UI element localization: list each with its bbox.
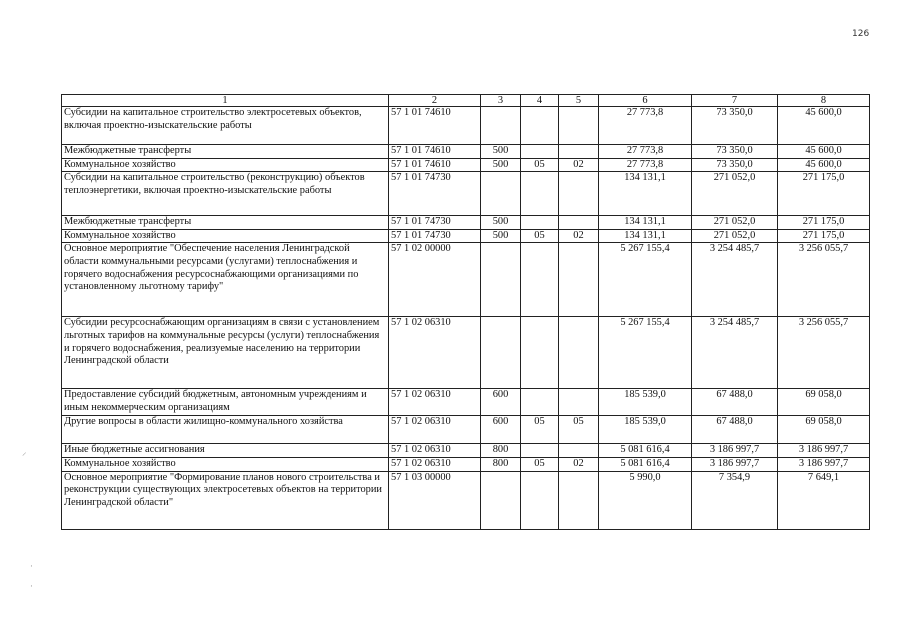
amount-col6: 185 539,0 (599, 416, 692, 444)
subsection (559, 216, 599, 230)
target-code: 57 1 02 00000 (389, 243, 481, 317)
table-row (62, 158, 870, 172)
amount-col7: 3 254 485,7 (692, 243, 778, 317)
target-code: 57 1 02 06310 (389, 389, 481, 416)
section (521, 107, 559, 145)
amount-col8: 69 058,0 (778, 389, 870, 416)
expense-type (481, 471, 521, 529)
row-name: Основное мероприятие "Формирование планов нового строительства и реконструкции существующих электросетевых объектов на территории Ленинградской области" (62, 471, 389, 529)
row-name: Межбюджетные трансферты (62, 216, 389, 230)
target-code: 57 1 01 74610 (389, 145, 481, 159)
subsection (559, 107, 599, 145)
amount-col7: 73 350,0 (692, 158, 778, 172)
section: 05 (521, 457, 559, 471)
expense-type: 500 (481, 145, 521, 159)
col-header: 7 (692, 95, 778, 107)
row-name: Коммунальное хозяйство (62, 457, 389, 471)
col-header: 8 (778, 95, 870, 107)
amount-col6: 27 773,8 (599, 107, 692, 145)
subsection: 02 (559, 229, 599, 243)
col-header: 2 (389, 95, 481, 107)
amount-col8: 271 175,0 (778, 216, 870, 230)
table-row (62, 317, 870, 389)
amount-col8: 45 600,0 (778, 145, 870, 159)
amount-col6: 5 267 155,4 (599, 243, 692, 317)
budget-table (61, 94, 870, 530)
section: 05 (521, 416, 559, 444)
section: 05 (521, 158, 559, 172)
amount-col6: 185 539,0 (599, 389, 692, 416)
table-row (62, 229, 870, 243)
amount-col7: 73 350,0 (692, 145, 778, 159)
section (521, 317, 559, 389)
section (521, 172, 559, 216)
amount-col7: 73 350,0 (692, 107, 778, 145)
table-row (62, 216, 870, 230)
amount-col6: 5 990,0 (599, 471, 692, 529)
amount-col6: 134 131,1 (599, 216, 692, 230)
amount-col6: 5 081 616,4 (599, 457, 692, 471)
col-header: 5 (559, 95, 599, 107)
amount-col8: 45 600,0 (778, 158, 870, 172)
table-row (62, 243, 870, 317)
amount-col7: 7 354,9 (692, 471, 778, 529)
subsection (559, 317, 599, 389)
expense-type: 500 (481, 229, 521, 243)
table-row (62, 471, 870, 529)
subsection (559, 444, 599, 458)
subsection: 05 (559, 416, 599, 444)
scan-mark: · (30, 582, 33, 592)
row-name: Основное мероприятие "Обеспечение населения Ленинградской области коммунальными ресурсами (услугами) теплоснабжения и горячего водоснабжения ресурсоснабжающими организациями по установленному льготному тарифу" (62, 243, 389, 317)
amount-col6: 134 131,1 (599, 172, 692, 216)
col-header: 4 (521, 95, 559, 107)
table-row (62, 389, 870, 416)
amount-col8: 3 186 997,7 (778, 457, 870, 471)
target-code: 57 1 01 74730 (389, 216, 481, 230)
subsection: 02 (559, 158, 599, 172)
amount-col7: 67 488,0 (692, 389, 778, 416)
subsection (559, 243, 599, 317)
table-row (62, 107, 870, 145)
target-code: 57 1 02 06310 (389, 317, 481, 389)
section (521, 145, 559, 159)
row-name: Субсидии ресурсоснабжающим организациям в связи с установлением льготных тарифов на коммунальные ресурсы (услуги) теплоснабжения и горячего водоснабжения, реализуемые населению на территории Ленинградской области (62, 317, 389, 389)
section (521, 389, 559, 416)
amount-col7: 3 254 485,7 (692, 317, 778, 389)
page-number: 126 (852, 29, 870, 39)
target-code: 57 1 02 06310 (389, 416, 481, 444)
row-name: Межбюджетные трансферты (62, 145, 389, 159)
amount-col7: 271 052,0 (692, 216, 778, 230)
scan-mark: ⸝ (22, 448, 27, 458)
amount-col8: 69 058,0 (778, 416, 870, 444)
expense-type: 800 (481, 444, 521, 458)
table-row (62, 457, 870, 471)
row-name: Субсидии на капитальное строительство электросетевых объектов, включая проектно-изыскательские работы (62, 107, 389, 145)
target-code: 57 1 02 06310 (389, 444, 481, 458)
row-name: Другие вопросы в области жилищно-коммунального хозяйства (62, 416, 389, 444)
section (521, 471, 559, 529)
section (521, 444, 559, 458)
expense-type: 800 (481, 457, 521, 471)
amount-col8: 3 256 055,7 (778, 243, 870, 317)
section: 05 (521, 229, 559, 243)
expense-type (481, 172, 521, 216)
amount-col8: 45 600,0 (778, 107, 870, 145)
target-code: 57 1 01 74730 (389, 172, 481, 216)
table-row (62, 172, 870, 216)
section (521, 216, 559, 230)
amount-col7: 3 186 997,7 (692, 457, 778, 471)
expense-type (481, 107, 521, 145)
header-row (62, 95, 870, 107)
target-code: 57 1 01 74610 (389, 107, 481, 145)
amount-col7: 271 052,0 (692, 172, 778, 216)
amount-col6: 27 773,8 (599, 158, 692, 172)
subsection (559, 145, 599, 159)
scan-mark: · (30, 562, 33, 572)
expense-type (481, 317, 521, 389)
amount-col8: 7 649,1 (778, 471, 870, 529)
expense-type: 500 (481, 216, 521, 230)
target-code: 57 1 02 06310 (389, 457, 481, 471)
amount-col6: 5 267 155,4 (599, 317, 692, 389)
amount-col7: 67 488,0 (692, 416, 778, 444)
subsection (559, 172, 599, 216)
amount-col8: 271 175,0 (778, 172, 870, 216)
amount-col6: 27 773,8 (599, 145, 692, 159)
target-code: 57 1 01 74730 (389, 229, 481, 243)
row-name: Коммунальное хозяйство (62, 158, 389, 172)
amount-col8: 3 186 997,7 (778, 444, 870, 458)
row-name: Коммунальное хозяйство (62, 229, 389, 243)
subsection (559, 389, 599, 416)
expense-type (481, 243, 521, 317)
col-header: 3 (481, 95, 521, 107)
table-row (62, 145, 870, 159)
target-code: 57 1 03 00000 (389, 471, 481, 529)
expense-type: 600 (481, 416, 521, 444)
row-name: Предоставление субсидий бюджетным, автономным учреждениям и иным некоммерческим организациям (62, 389, 389, 416)
expense-type: 500 (481, 158, 521, 172)
amount-col7: 3 186 997,7 (692, 444, 778, 458)
table-row (62, 444, 870, 458)
amount-col8: 271 175,0 (778, 229, 870, 243)
amount-col6: 134 131,1 (599, 229, 692, 243)
expense-type: 600 (481, 389, 521, 416)
amount-col6: 5 081 616,4 (599, 444, 692, 458)
col-header: 6 (599, 95, 692, 107)
section (521, 243, 559, 317)
row-name: Иные бюджетные ассигнования (62, 444, 389, 458)
table-row (62, 416, 870, 444)
subsection (559, 471, 599, 529)
subsection: 02 (559, 457, 599, 471)
col-header: 1 (62, 95, 389, 107)
row-name: Субсидии на капитальное строительство (реконструкцию) объектов теплоэнергетики, включая проектно-изыскательские работы (62, 172, 389, 216)
target-code: 57 1 01 74610 (389, 158, 481, 172)
amount-col8: 3 256 055,7 (778, 317, 870, 389)
amount-col7: 271 052,0 (692, 229, 778, 243)
